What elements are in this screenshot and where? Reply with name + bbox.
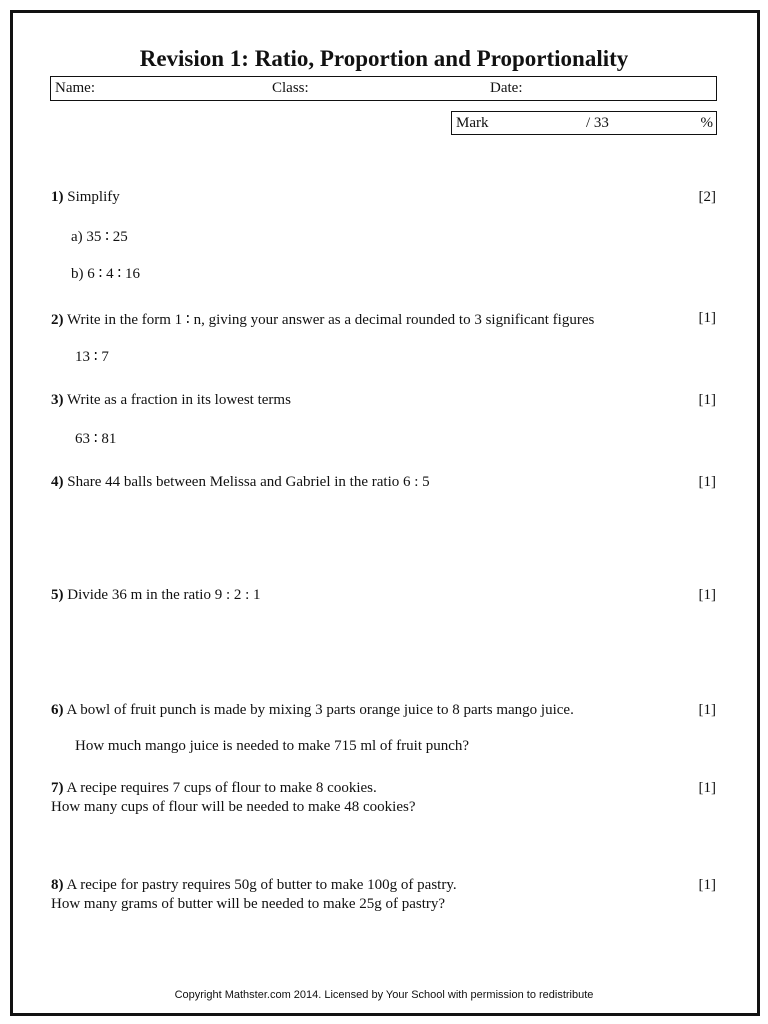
question-8-line2: How many grams of butter will be needed to make 25g of pastry? [51,896,446,912]
question-text: A bowl of fruit punch is made by mixing 3 parts orange juice to 8 parts mango juice. [66,702,574,718]
question-6-subquestion: How much mango juice is needed to make 715 ml of fruit punch? [75,738,470,754]
mark-box [451,111,717,135]
question-number: 7) [51,780,64,796]
question-text: Simplify [67,189,120,205]
question-1b: b) 6 ∶ 4 ∶ 16 [71,266,141,282]
question-text: Divide 36 m in the ratio 9 : 2 : 1 [67,587,261,603]
mark-label: Mark [456,115,489,131]
class-label: Class: [272,80,309,96]
question-5 [51,587,261,604]
question-3-expression: 63 ∶ 81 [75,431,117,447]
question-marks: [1] [698,310,716,326]
name-label: Name: [55,80,95,96]
question-4 [51,474,430,491]
question-text: Write as a fraction in its lowest terms [66,392,291,408]
question-7-line2: How many cups of flour will be needed to make 48 cookies? [51,799,416,815]
date-label: Date: [490,80,523,96]
question-marks: [1] [698,474,716,490]
student-info-bar [50,76,717,101]
question-number: 2) [51,312,64,328]
question-marks: [1] [698,877,716,893]
question-3 [51,392,291,409]
question-1a: a) 35 ∶ 25 [71,229,128,245]
copyright-footer: Copyright Mathster.com 2014. Licensed by Your School with permission to redistribute [174,989,594,1001]
question-8 [51,877,457,894]
question-text: Share 44 balls between Melissa and Gabriel in the ratio 6 : 5 [67,474,430,490]
question-number: 4) [51,474,64,490]
question-number: 3) [51,392,64,408]
question-text: A recipe for pastry requires 50g of butter to make 100g of pastry. [66,877,457,893]
question-marks: [1] [698,780,716,796]
page-border [10,10,760,1016]
question-number: 8) [51,877,64,893]
question-text: A recipe requires 7 cups of flour to make 8 cookies. [66,780,377,796]
mark-total: / 33 [586,115,609,131]
question-marks: [1] [698,587,716,603]
question-marks: [2] [698,189,716,205]
question-7 [51,780,377,797]
question-2 [51,310,594,329]
question-number: 5) [51,587,64,603]
question-number: 6) [51,702,64,718]
question-number: 1) [51,189,64,205]
mark-percent: % [700,115,713,131]
question-2-expression: 13 ∶ 7 [75,349,109,365]
question-marks: [1] [698,392,716,408]
worksheet-title: Revision 1: Ratio, Proportion and Proportionality [139,46,629,71]
question-marks: [1] [698,702,716,718]
question-text: Write in the form 1 ∶ n, giving your answer as a decimal rounded to 3 significant figures [66,312,595,328]
question-6 [51,702,574,719]
question-1 [51,189,120,206]
